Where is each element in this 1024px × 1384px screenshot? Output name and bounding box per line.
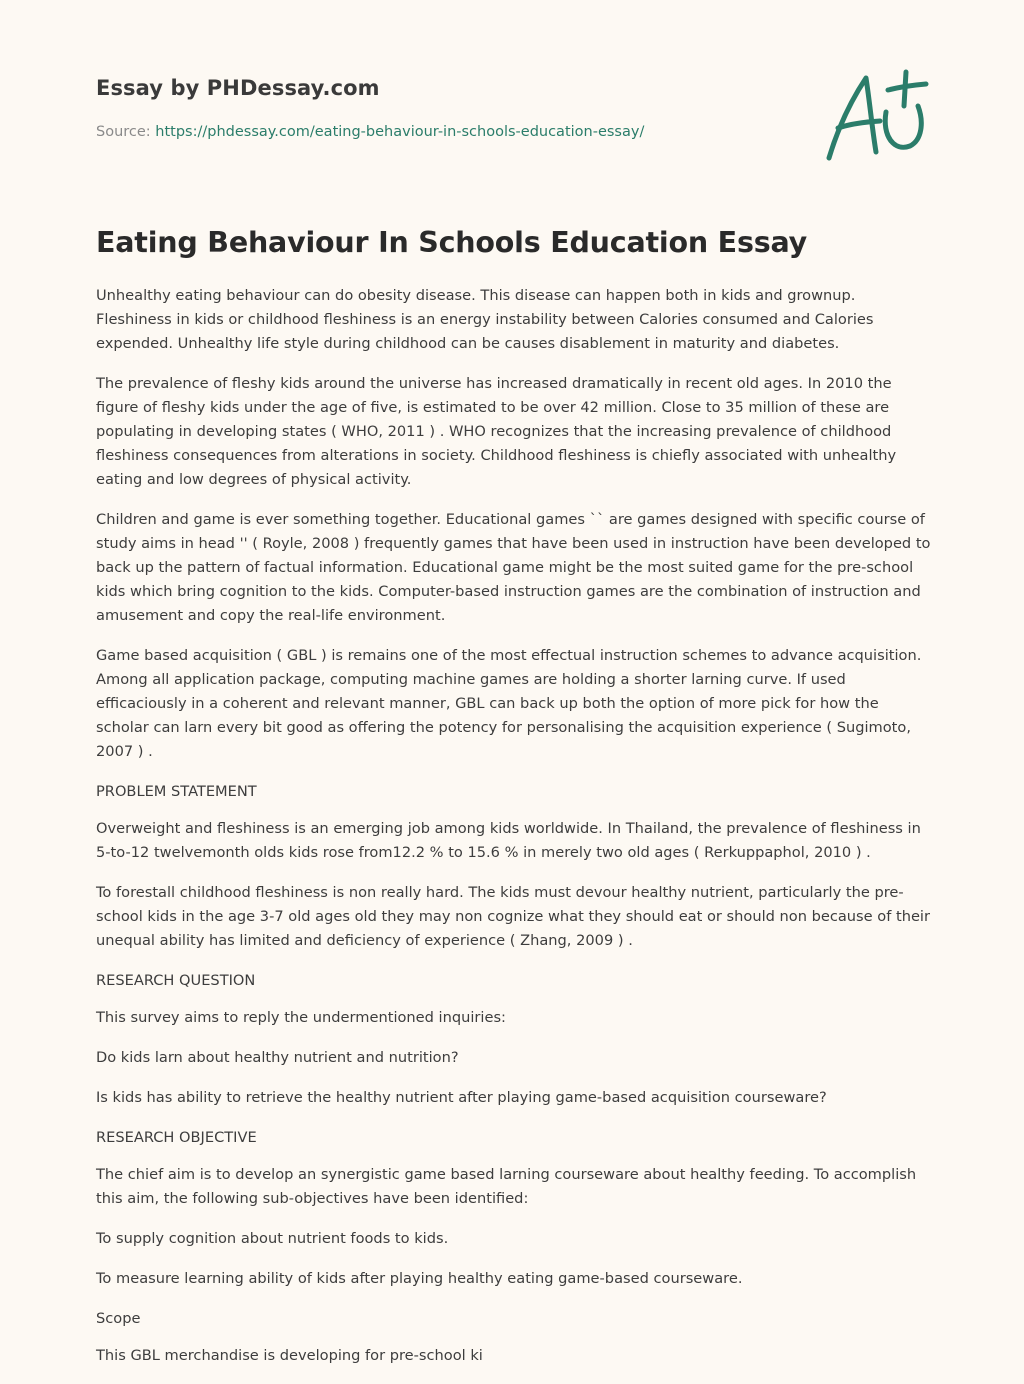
section-heading-scope: Scope <box>96 1310 141 1327</box>
source-line <box>96 124 644 140</box>
paragraph: Overweight and fleshiness is an emerging job among kids worldwide. In Thailand, the prevalence of fleshiness in 5-to-12 twelvemonth olds kids rose from12.2 % to 15.6 % in merely two old ages ( Rerkuppaphol, 2010 ) . <box>96 820 921 861</box>
essay-body <box>96 284 932 1384</box>
section-heading-problem-statement: PROBLEM STATEMENT <box>96 783 257 800</box>
paragraph: Unhealthy eating behaviour can do obesity disease. This disease can happen both in kids and grownup. Fleshiness in kids or childhood fleshiness is an energy instability between Calories consumed and Calories expended. Unhealthy life style during childhood can be causes disablement in maturity and diabetes. <box>96 287 874 352</box>
essay-title: Eating Behaviour In Schools Education Essay <box>96 226 808 259</box>
a-plus-logo-icon <box>820 66 930 166</box>
section-heading-research-question: RESEARCH QUESTION <box>96 972 256 989</box>
paragraph: This survey aims to reply the undermentioned inquiries: <box>96 1009 506 1026</box>
paragraph: The chief aim is to develop an synergistic game based larning courseware about healthy feeding. To accomplish this aim, the following sub-objectives have been identified: <box>96 1166 917 1207</box>
paragraph: To forestall childhood fleshiness is non really hard. The kids must devour healthy nutrient, particularly the pre-school kids in the age 3-7 old ages old they may non cognize what they should eat or should non because of their unequal ability has limited and deficiency of experience ( Zhang, 2009 ) . <box>96 884 930 949</box>
section-heading-research-objective: RESEARCH OBJECTIVE <box>96 1129 257 1146</box>
paragraph: Children and game is ever something together. Educational games `` are games designed with specific course of study aims in head '' ( Royle, 2008 ) frequently games that have been used in instruction have been developed to back up the pattern of factual information. Educational game might be the most suited game for the pre-school kids which bring cognition to the kids. Computer-based instruction games are the combination of instruction and amusement and copy the real-life environment. <box>96 511 931 624</box>
paragraph: The prevalence of fleshy kids around the universe has increased dramatically in recent old ages. In 2010 the figure of fleshy kids under the age of five, is estimated to be over 42 million. Close to 35 million of these are populating in developing states ( WHO, 2011 ) . WHO recognizes that the increasing prevalence of childhood fleshiness consequences from alterations in society. Childhood fleshiness is chiefly associated with unhealthy eating and low degrees of physical activity. <box>96 375 897 488</box>
paragraph: Is kids has ability to retrieve the healthy nutrient after playing game-based acquisition courseware? <box>96 1089 827 1106</box>
site-title: Essay by PHDessay.com <box>96 76 380 100</box>
paragraph: To supply cognition about nutrient foods to kids. <box>96 1230 449 1247</box>
source-link[interactable]: https://phdessay.com/eating-behaviour-in-schools-education-essay/ <box>155 124 645 140</box>
paragraph: To measure learning ability of kids after playing healthy eating game-based courseware. <box>96 1270 743 1287</box>
paragraph: Game based acquisition ( GBL ) is remains one of the most effectual instruction schemes to advance acquisition. Among all application package, computing machine games are holding a shorter larning curve. If used efficaciously in a coherent and relevant manner, GBL can back up both the option of more pick for how the scholar can larn every bit good as offering the potency for personalising the acquisition experience ( Sugimoto, 2007 ) . <box>96 647 922 760</box>
source-label: Source: <box>96 124 151 140</box>
paragraph: This GBL merchandise is developing for pre-school ki <box>96 1347 483 1364</box>
paragraph: Do kids larn about healthy nutrient and nutrition? <box>96 1049 459 1066</box>
